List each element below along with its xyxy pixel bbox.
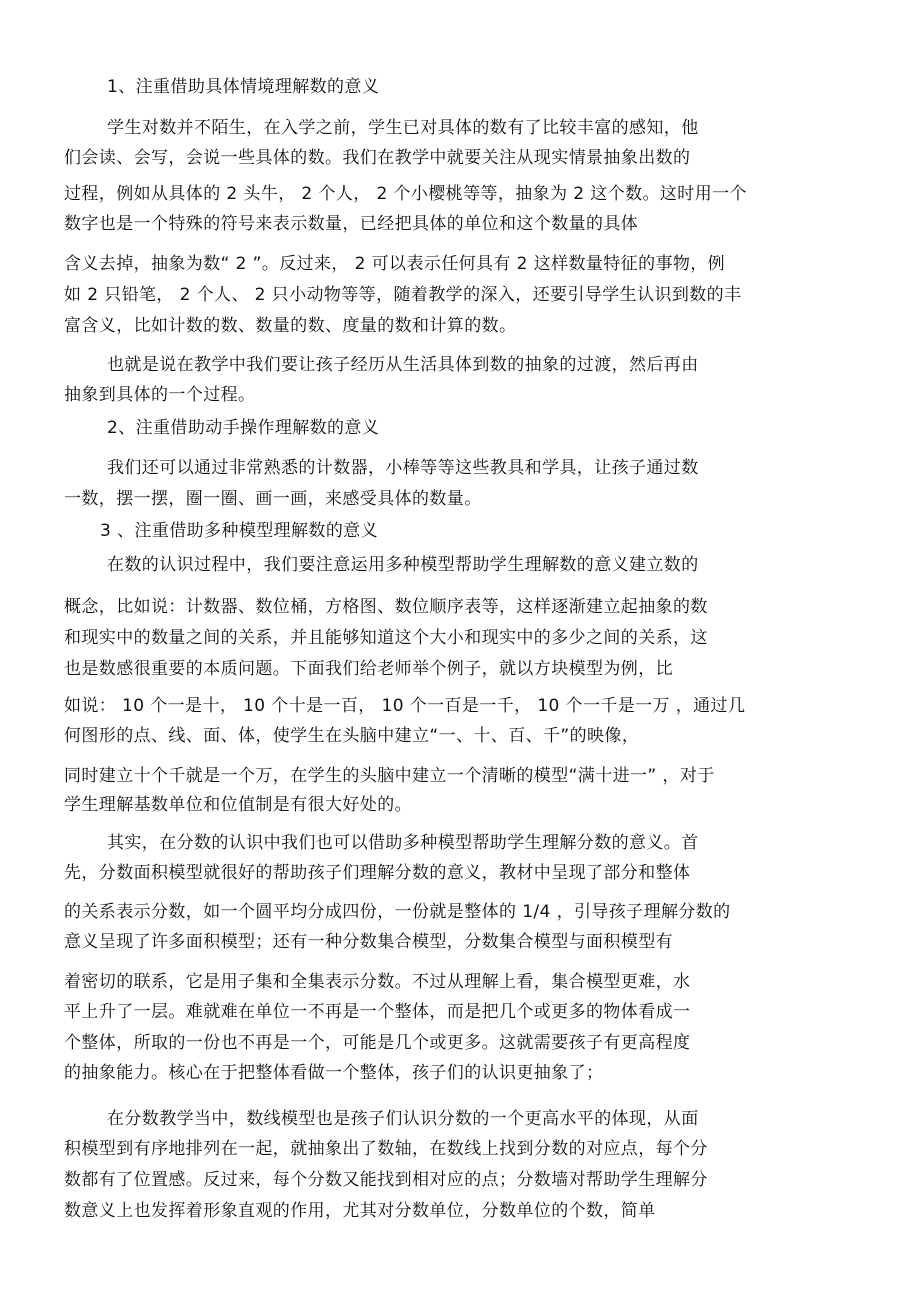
text-line: 何图形的点、线、面、体，使学生在头脑中建立“一、十、百、千”的映像，: [64, 726, 640, 746]
text-line: 抽象到具体的一个过程。: [64, 385, 256, 405]
section-heading-1: 1、注重借助具体情境理解数的意义: [107, 77, 380, 97]
text-line: 数都有了位置感。反过来，每个分数又能找到相对应的点；分数墙对帮助学生理解分: [64, 1170, 708, 1190]
text-line: 个整体，所取的一份也不再是一个，可能是几个或更多。这就需要孩子有更高程度: [64, 1033, 691, 1053]
text-line: 先，分数面积模型就很好的帮助孩子们理解分数的意义，教材中呈现了部分和整体: [64, 863, 691, 883]
text-line: 同时建立十个千就是一个万，在学生的头脑中建立一个清晰的模型“满十进一” ，对于: [64, 766, 715, 786]
text-line: 着密切的联系，它是用子集和全集表示分数。不过从理解上看，集合模型更难，水: [64, 972, 691, 992]
text-line: 平上升了一层。难就难在单位一不再是一个整体，而是把几个或更多的物体看成一: [64, 1002, 691, 1022]
text-line: 也是数感很重要的本质问题。下面我们给老师举个例子，就以方块模型为例，比: [64, 659, 673, 679]
text-line: 积模型到有序地排列在一起，就抽象出了数轴，在数线上找到分数的对应点，每个分: [64, 1139, 708, 1159]
text-line: 学生对数并不陌生，在入学之前，学生已对具体的数有了比较丰富的感知，他: [107, 118, 699, 138]
section-heading-2: 2、注重借助动手操作理解数的意义: [107, 418, 380, 438]
text-line: 过程，例如从具体的 2 头牛， 2 个人， 2 个小樱桃等等，抽象为 2 这个数。这时用一个: [64, 184, 747, 204]
text-line: 数意义上也发挥着形象直观的作用，尤其对分数单位，分数单位的个数，简单: [64, 1201, 656, 1221]
text-line: 我们还可以通过非常熟悉的计数器，小棒等等这些教具和学具，让孩子通过数: [107, 458, 699, 478]
text-line: 含义去掉，抽象为数“ 2 ”。反过来， 2 可以表示任何具有 2 这样数量特征的事物，例: [64, 254, 726, 274]
text-line: 概念，比如说：计数器、数位桶，方格图、数位顺序表等，这样逐渐建立起抽象的数: [64, 597, 708, 617]
text-line: 如 2 只铅笔， 2 个人、 2 只小动物等等，随着教学的深入，还要引导学生认识到数的丰: [64, 285, 742, 305]
text-line: 其实，在分数的认识中我们也可以借助多种模型帮助学生理解分数的意义。首: [107, 833, 699, 853]
text-line: 如说： 10 个一是十， 10 个十是一百， 10 个一百是一千， 10 个一千是一万 ，通过几: [64, 696, 746, 716]
text-line: 一数，摆一摆，圈一圈、画一画，来感受具体的数量。: [64, 489, 482, 509]
text-line: 和现实中的数量之间的关系，并且能够知道这个大小和现实中的多少之间的关系，这: [64, 628, 708, 648]
section-heading-3: 3 、注重借助多种模型理解数的意义: [100, 521, 379, 541]
text-line: 意义呈现了许多面积模型；还有一种分数集合模型，分数集合模型与面积模型有: [64, 932, 673, 952]
text-line: 在分数教学当中，数线模型也是孩子们认识分数的一个更高水平的体现，从面: [107, 1109, 699, 1129]
text-line: 的关系表示分数，如一个圆平均分成四份，一份就是整体的 1/4 ，引导孩子理解分数的: [64, 902, 731, 922]
text-line: 在数的认识过程中，我们要注意运用多种模型帮助学生理解数的意义建立数的: [107, 555, 699, 575]
text-line: 的抽象能力。核心在于把整体看做一个整体，孩子们的认识更抽象了；: [64, 1063, 604, 1083]
text-line: 数字也是一个特殊的符号来表示数量，已经把具体的单位和这个数量的具体: [64, 214, 639, 234]
text-line: 们会读、会写，会说一些具体的数。我们在教学中就要关注从现实情景抽象出数的: [64, 148, 691, 168]
text-line: 富含义，比如计数的数、数量的数、度量的数和计算的数。: [64, 316, 517, 336]
text-line: 也就是说在教学中我们要让孩子经历从生活具体到数的抽象的过渡，然后再由: [107, 355, 699, 375]
text-line: 学生理解基数单位和位值制是有很大好处的。: [64, 795, 412, 815]
